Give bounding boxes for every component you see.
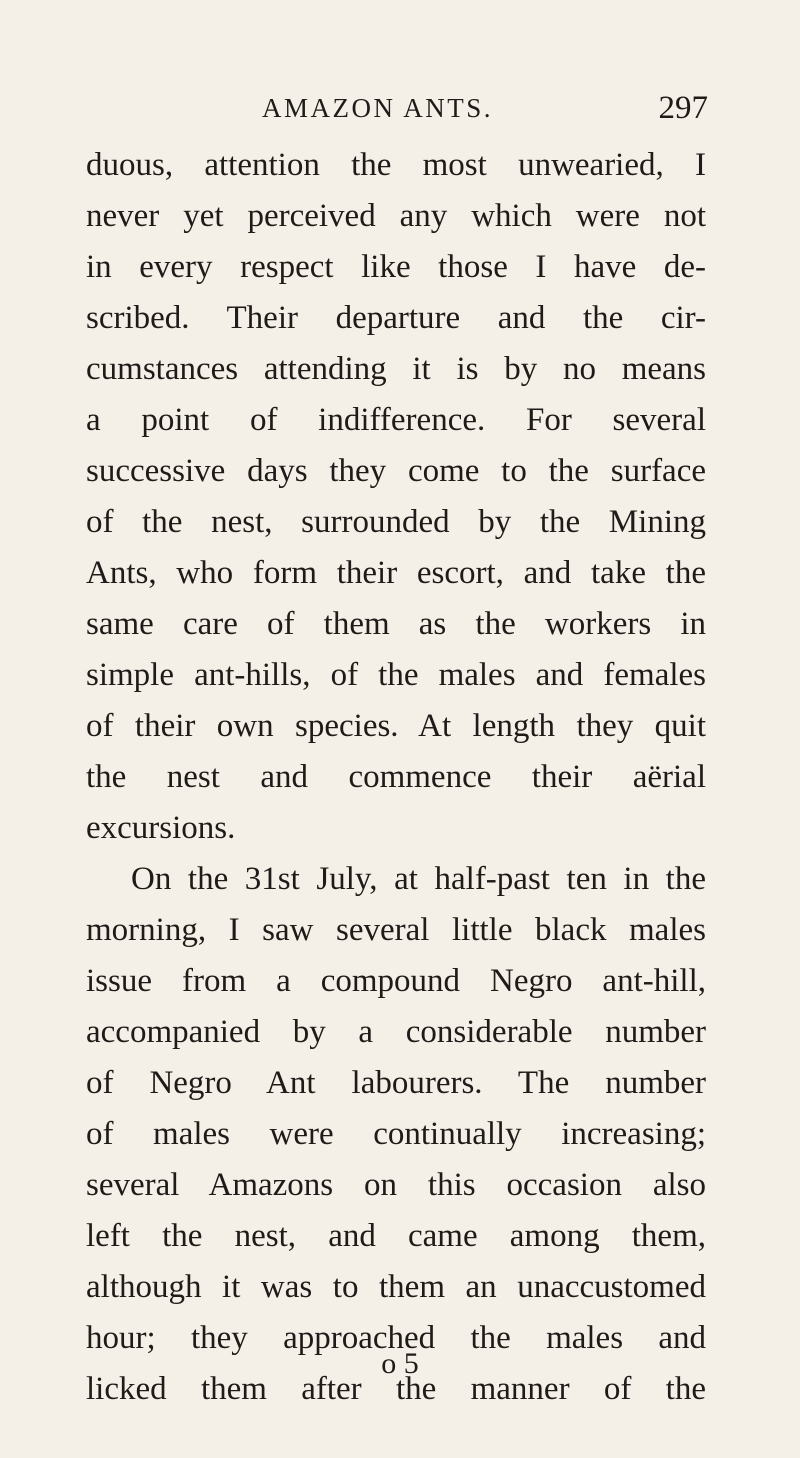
text-line: although it was to them an unaccustomed bbox=[86, 1269, 706, 1305]
signature-mark: o 5 bbox=[381, 1347, 419, 1380]
text-line: several Amazons on this occasion also bbox=[86, 1167, 706, 1203]
text-line: morning, I saw several little black males bbox=[86, 912, 706, 948]
text-line: On the 31st July, at half-past ten in the bbox=[131, 861, 706, 897]
text-line: successive days they come to the surface bbox=[86, 453, 706, 489]
text-line: never yet perceived any which were not bbox=[86, 198, 706, 234]
text-line: cumstances attending it is by no means bbox=[86, 351, 706, 387]
text-line: of their own species. At length they quit bbox=[86, 708, 706, 744]
text-line: accompanied by a considerable number bbox=[86, 1014, 706, 1050]
text-line: of the nest, surrounded by the Mining bbox=[86, 504, 706, 540]
text-line: licked them after the manner of the bbox=[86, 1371, 706, 1407]
text-line: of Negro Ant labourers. The number bbox=[86, 1065, 706, 1101]
text-line: a point of indifference. For several bbox=[86, 402, 706, 438]
page-number: 297 bbox=[658, 90, 708, 126]
text-line: issue from a compound Negro ant-hill, bbox=[86, 963, 706, 999]
running-title: AMAZON ANTS. bbox=[262, 93, 494, 123]
body-text bbox=[86, 140, 706, 1415]
text-line: simple ant-hills, of the males and females bbox=[86, 657, 706, 693]
text-line: in every respect like those I have de- bbox=[86, 249, 706, 285]
text-line: duous, attention the most unwearied, I bbox=[86, 147, 706, 183]
text-line: left the nest, and came among them, bbox=[86, 1218, 706, 1254]
text-line: of males were continually increasing; bbox=[86, 1116, 706, 1152]
text-line: the nest and commence their aërial bbox=[86, 759, 706, 795]
text-line: scribed. Their departure and the cir- bbox=[86, 300, 706, 336]
text-line: Ants, who form their escort, and take the bbox=[86, 555, 706, 591]
text-line: same care of them as the workers in bbox=[86, 606, 706, 642]
text-line: excursions. bbox=[86, 810, 236, 846]
running-head bbox=[0, 88, 800, 128]
text-line: hour; they approached the males and bbox=[86, 1320, 706, 1356]
